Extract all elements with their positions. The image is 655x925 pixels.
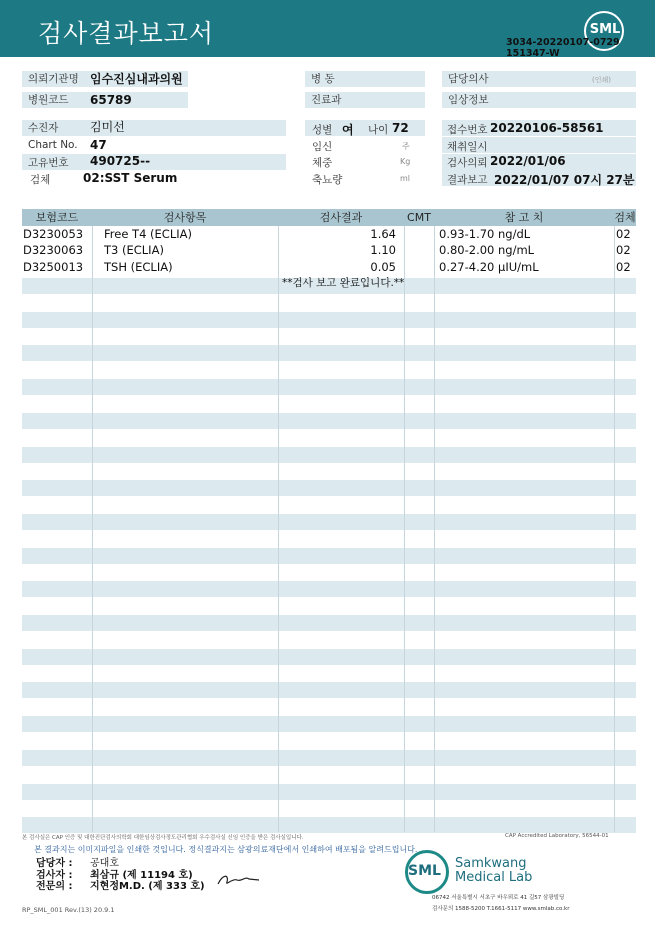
urine-label: 축뇨량: [312, 174, 343, 186]
col-divider: [404, 226, 405, 832]
table-stripe-row: [22, 615, 636, 631]
row-code: D3250013: [23, 260, 84, 274]
specimen-id-line1: 3034-20220107-0729: [506, 37, 620, 48]
age-label: 나이: [368, 124, 389, 136]
lab-address: 06742 서울특별시 서초구 바우뫼로 41 길57 삼광빌딩: [432, 895, 565, 901]
col-divider: [434, 226, 435, 832]
sex-value: 여: [342, 123, 354, 137]
table-stripe-row: [22, 480, 636, 496]
table-stripe-row: [22, 312, 636, 328]
row-specimen: 02: [616, 243, 631, 257]
col-specimen: 검체: [614, 211, 636, 224]
table-stripe-row: [22, 784, 636, 800]
specialist-value: 지현정M.D. (제 333 호): [90, 881, 205, 892]
brand-line2: Medical Lab: [455, 870, 533, 885]
inspector-value: 최삼규 (제 11194 호): [90, 870, 193, 881]
print-notice: 본 결과지는 이미지파일을 인쇄한 것입니다. 정식결과지는 삼광의료재단에서 인쇄하여 배포됨을 알려드립니다.: [34, 845, 418, 854]
col-test-item: 검사항목: [163, 211, 207, 224]
sml-logo-text: SML: [589, 22, 621, 37]
request-label: 검사의뢰: [447, 157, 488, 169]
id-value: 490725--: [90, 154, 151, 168]
table-stripe-row: [22, 379, 636, 395]
col-reference: 참 고 치: [504, 211, 544, 224]
table-stripe-row: [22, 682, 636, 698]
table-stripe-row: [22, 345, 636, 361]
col-divider: [614, 226, 615, 832]
weight-label: 체중: [312, 157, 333, 169]
table-stripe-row: [22, 716, 636, 732]
row-specimen: 02: [616, 227, 631, 241]
specimen-label: 검체: [30, 174, 51, 186]
table-stripe-row: [22, 447, 636, 463]
row-result: 1.10: [370, 243, 396, 257]
patient-name: 김미선: [90, 120, 125, 134]
col-insurance-code: 보험코드: [35, 211, 79, 224]
table-stripe-row: [22, 649, 636, 665]
certification-note: 본 검사실은 CAP 인증 및 대한진단검사의학회 대한임상검사정도관리협회 우수검사실 신임 인증을 받은 검사실입니다.: [22, 835, 304, 841]
department-label: 진료과: [305, 92, 425, 108]
doctor-seal: (인쇄): [592, 76, 611, 84]
sex-label: 성별: [312, 124, 333, 136]
hospital-code-value: 65789: [90, 93, 132, 107]
id-label: 고유번호: [28, 157, 69, 169]
signature-icon: [215, 870, 261, 888]
chart-no-value: 47: [90, 138, 107, 152]
pregnancy-unit: 주: [402, 142, 410, 151]
manager-label: 담당자 :: [36, 858, 73, 869]
col-result: 검사결과: [319, 211, 363, 224]
row-reference: 0.80-2.00 ng/mL: [439, 243, 535, 257]
brand-name: [455, 857, 532, 885]
table-stripe-row: [22, 413, 636, 429]
hospital-code-label: 병원코드: [22, 92, 84, 108]
row-result: 1.64: [370, 227, 396, 241]
row-code: D3230053: [23, 227, 84, 241]
col-cmt: CMT: [407, 211, 431, 224]
report-label: 결과보고: [447, 174, 488, 186]
row-reference: 0.27-4.20 µIU/mL: [439, 260, 539, 274]
col-divider: [92, 226, 93, 832]
row-item: TSH (ECLIA): [104, 260, 173, 274]
sml-brand-logo-text: SML: [408, 863, 441, 879]
manager-value: 공대호: [90, 858, 119, 869]
specimen-id: [506, 37, 646, 59]
row-item: Free T4 (ECLIA): [104, 227, 192, 241]
table-stripe-row: [22, 817, 636, 833]
receipt-label: 접수번호: [447, 124, 488, 136]
specimen-id-line2: 151347-W: [506, 48, 560, 59]
weight-unit: Kg: [400, 157, 411, 166]
table-stripe-row: [22, 581, 636, 597]
row-item: T3 (ECLIA): [104, 243, 164, 257]
ward-label: 병 동: [305, 71, 425, 87]
report-complete-message: **검사 보고 완료입니다.**: [282, 277, 405, 289]
inspector-label: 검사자 :: [36, 870, 73, 881]
row-code: D3230063: [23, 243, 84, 257]
form-code: RP_SML_001 Rev.(13) 20.9.1: [22, 906, 115, 914]
chart-no-label: Chart No.: [28, 139, 78, 151]
cap-accreditation: CAP Accredited Laboratory, 56544-01: [505, 833, 609, 839]
row-reference: 0.93-1.70 ng/dL: [439, 227, 531, 241]
institution-value: 임수진심내과의원: [90, 72, 183, 86]
report-value: 2022/01/07 07시 27분: [494, 173, 635, 187]
clinical-info-label: 임상정보: [442, 92, 636, 108]
collection-label: 채취일시: [447, 141, 488, 153]
table-stripe-row: [22, 750, 636, 766]
urine-unit: ml: [400, 174, 411, 183]
row-result: 0.05: [370, 260, 396, 274]
institution-label: 의뢰기관명: [22, 71, 84, 87]
col-divider: [278, 226, 279, 832]
table-stripe-row: [22, 548, 636, 564]
lab-contact: 검사문의 1588-5200 T.1661-5117 www.smlab.co.kr: [432, 906, 570, 912]
specialist-label: 전문의 :: [36, 881, 73, 892]
row-specimen: 02: [616, 260, 631, 274]
specimen-value: 02:SST Serum: [83, 171, 178, 185]
table-stripe-row: [22, 514, 636, 530]
request-value: 2022/01/06: [490, 154, 566, 168]
brand-line1: Samkwang: [455, 856, 527, 871]
age-value: 72: [392, 121, 409, 135]
patient-label: 수진자: [22, 120, 84, 136]
doctor-label: 담당의사: [442, 71, 636, 87]
receipt-value: 20220106-58561: [490, 121, 604, 135]
report-title: 검사결과보고서: [38, 19, 215, 48]
pregnancy-label: 임신: [312, 141, 333, 153]
